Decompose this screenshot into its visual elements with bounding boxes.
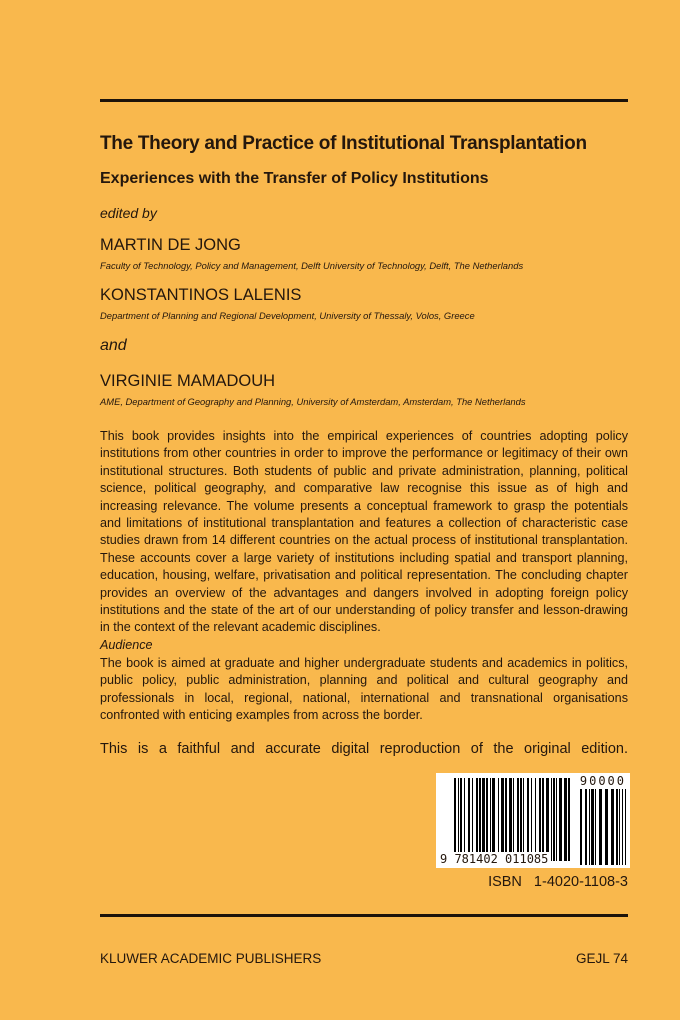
and-label: and (100, 337, 127, 354)
barcode-bar (542, 778, 544, 861)
barcode-bar (556, 778, 557, 861)
book-subtitle: Experiences with the Transfer of Policy Institutions (100, 170, 489, 187)
barcode-bar (535, 778, 536, 861)
barcode-bar (501, 778, 504, 861)
barcode-bar (464, 778, 465, 861)
barcode-bar (622, 789, 623, 865)
barcode-bar (605, 789, 608, 865)
barcode-bar (486, 778, 488, 861)
barcode-bar (580, 789, 582, 865)
barcode-bar (589, 789, 590, 865)
barcode-bar (616, 789, 618, 865)
barcode-bar (517, 778, 519, 861)
audience-paragraph: The book is aimed at graduate and higher undergraduate students and academics in politics, public policy, public administration, planning and political and cultural geography and professionals in local, regional, national, international and transnational organisations confronted with enticing examples from across the border. (100, 656, 628, 723)
book-title: The Theory and Practice of Institutional Transplantation (100, 133, 587, 154)
editor-name: MARTIN DE JONG (100, 236, 241, 254)
barcode-bar (591, 789, 594, 865)
editor-affiliation: Faculty of Technology, Policy and Management, Delft University of Technology, Delft, The Netherlands (100, 260, 524, 271)
audience-heading: Audience (100, 638, 153, 652)
edited-by-label: edited by (100, 205, 157, 221)
barcode-bar (559, 778, 562, 861)
barcode-bar (539, 778, 541, 861)
barcode-bar (595, 789, 596, 865)
barcode-addon: 90000 (579, 774, 626, 788)
barcode-bar (568, 778, 570, 861)
barcode-bar (553, 778, 555, 861)
barcode-bar (619, 789, 620, 865)
description-paragraph: This book provides insights into the empirical experiences of countries adopting policy institutions from other countries in order to improve the performance or legitimacy of their own institutional structures. Both students of public and private administration, planning, political science, political geography, and comparative law recognise this issue as of high and increasing relevance. The volume presents a conceptual framework to grasp the potentials and limitations of institutional transplantation and features a collection of characteristic case studies drawn from 14 different countries on the actual process of institutional transplantation. These accounts cover a large variety of institutions including spatial and transport planning, education, housing, welfare, privatisation and political representation. The concluding chapter provides an overview of the advantages and dangers involved in adopting foreign policy institutions and the state of the art of our understanding of policy transfer and lesson-drawing in the context of the relevant academic disciplines. (100, 429, 628, 635)
barcode-bar (625, 789, 626, 865)
barcode-bar (585, 789, 587, 865)
barcode-bar (468, 778, 470, 861)
editor-name: KONSTANTINOS LALENIS (100, 286, 302, 304)
barcode-bar (527, 778, 529, 861)
bottom-rule (100, 914, 628, 917)
top-rule (100, 99, 628, 102)
isbn: ISBN 1-4020-1108-3 (488, 874, 628, 890)
editor-affiliation: AME, Department of Geography and Planning, University of Amsterdam, Amsterdam, The Netherlands (100, 396, 526, 407)
barcode-bar (523, 778, 524, 861)
barcode-bar (490, 778, 491, 861)
barcode-bar (599, 789, 602, 865)
editor-affiliation: Department of Planning and Regional Development, University of Thessaly, Volos, Greece (100, 310, 475, 321)
barcode-bar (531, 778, 532, 861)
reproduction-note: This is a faithful and accurate digital reproduction of the original edition. (100, 741, 628, 757)
editor-name: VIRGINIE MAMADOUH (100, 372, 276, 390)
barcode-bar (498, 778, 499, 861)
barcode-bar (513, 778, 514, 861)
barcode-ean: 9 781402 011085 (440, 852, 549, 866)
barcode-bar (564, 778, 567, 861)
barcode-bar (482, 778, 485, 861)
barcode-bar (520, 778, 522, 861)
barcode-bar (546, 778, 549, 861)
barcode-bar (476, 778, 478, 861)
barcode-bar (472, 778, 473, 861)
barcode-bar (460, 778, 462, 861)
barcode-bar (505, 778, 507, 861)
barcode-bar (551, 778, 552, 861)
barcode-bar (458, 778, 459, 861)
barcode-bar (611, 789, 614, 865)
barcode (436, 773, 630, 868)
barcode-bar (509, 778, 512, 861)
series-code: GEJL 74 (575, 951, 628, 966)
barcode-bar (454, 778, 456, 861)
barcode-bar (492, 778, 495, 861)
barcode-bar (479, 778, 481, 861)
publisher: KLUWER ACADEMIC PUBLISHERS (100, 951, 322, 966)
